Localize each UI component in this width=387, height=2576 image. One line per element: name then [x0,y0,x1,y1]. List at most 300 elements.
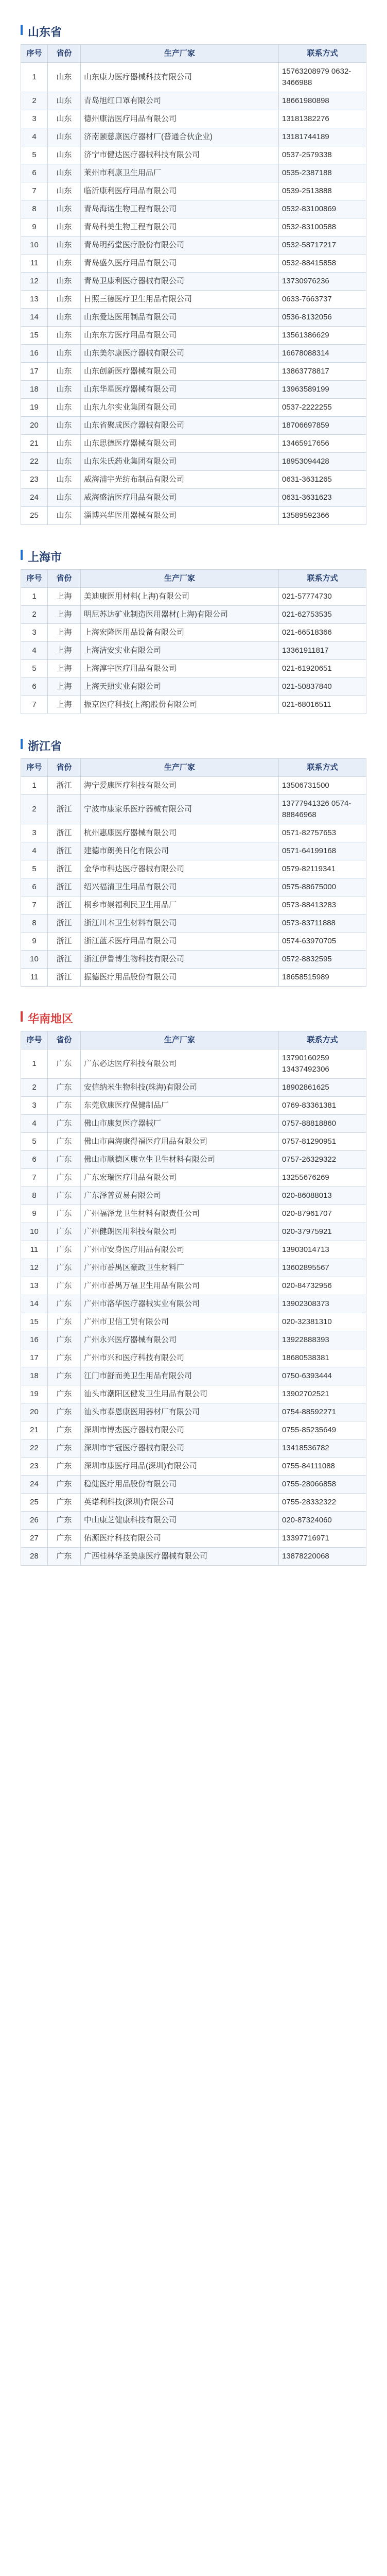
cell-maker: 上海宏隆医用品设备有限公司 [81,624,279,642]
cell-no: 10 [21,951,48,969]
cell-no: 8 [21,200,48,218]
cell-contact: 0769-83361381 [279,1097,366,1115]
cell-no: 21 [21,435,48,453]
cell-contact: 0574-63970705 [279,933,366,951]
cell-province: 山东 [48,363,81,381]
cell-contact: 0757-88818860 [279,1115,366,1133]
cell-contact: 0532-88415858 [279,255,366,273]
cell-contact: 13902702521 [279,1385,366,1403]
cell-maker: 山东华星医疗器械有限公司 [81,381,279,399]
table-row [21,218,366,236]
cell-maker: 振京医疗科技(上海)股份有限公司 [81,696,279,714]
cell-maker: 山东创新医疗器械有限公司 [81,363,279,381]
cell-maker: 济南颐慈康医疗器材厂(普通合伙企业) [81,128,279,146]
cell-contact: 0631-3631623 [279,489,366,507]
cell-maker: 广东宏瑞医疗用品有限公司 [81,1169,279,1187]
cell-maker: 淄博兴华医用器械有限公司 [81,507,279,525]
table-row [21,110,366,128]
table-row [21,471,366,489]
cell-no: 18 [21,1367,48,1385]
cell-no: 23 [21,471,48,489]
cell-contact: 021-50837840 [279,678,366,696]
cell-no: 1 [21,588,48,606]
table-row [21,182,366,200]
cell-maker: 宁波市康家乐医疗器械有限公司 [81,795,279,824]
cell-province: 广东 [48,1049,81,1079]
cell-maker: 广州永兴医疗器械有限公司 [81,1331,279,1349]
cell-no: 5 [21,860,48,878]
table-row [21,1313,366,1331]
cell-no: 15 [21,327,48,345]
cell-maker: 山东东方医疗用品有限公司 [81,327,279,345]
cell-maker: 振德医疗用品股份有限公司 [81,969,279,987]
manufacturer-table [21,758,366,987]
cell-province: 山东 [48,110,81,128]
cell-province: 广东 [48,1530,81,1548]
cell-contact: 020-32381310 [279,1313,366,1331]
cell-no: 7 [21,896,48,914]
cell-contact: 18953094428 [279,453,366,471]
cell-maker: 广西桂林华圣美康医疗器械有限公司 [81,1548,279,1566]
cell-no: 22 [21,453,48,471]
cell-no: 1 [21,777,48,795]
cell-maker: 广州市兴和医疗科技有限公司 [81,1349,279,1367]
cell-contact: 0532-83100869 [279,200,366,218]
cell-no: 12 [21,1259,48,1277]
cell-contact: 021-62753535 [279,606,366,624]
cell-province: 上海 [48,678,81,696]
cell-province: 广东 [48,1548,81,1566]
cell-maker: 汕头市泰恩康医用器材厂有限公司 [81,1403,279,1421]
cell-contact: 15763208979 0632-3466988 [279,63,366,92]
cell-no: 6 [21,678,48,696]
table-header-row [21,45,366,63]
cell-contact: 0573-83711888 [279,914,366,933]
cell-maker: 稳健医疗用品股份有限公司 [81,1476,279,1494]
cell-maker: 江门市舒而美卫生用品有限公司 [81,1367,279,1385]
cell-province: 广东 [48,1205,81,1223]
cell-contact: 020-86088013 [279,1187,366,1205]
table-header-row [21,570,366,588]
cell-province: 浙江 [48,896,81,914]
cell-maker: 青岛明药堂医疗股份有限公司 [81,236,279,255]
cell-province: 广东 [48,1439,81,1458]
table-row [21,1133,366,1151]
cell-maker: 上海淳宇医疗用品有限公司 [81,660,279,678]
table-header-row [21,1031,366,1049]
table-row [21,951,366,969]
cell-no: 6 [21,164,48,182]
header-maker: 生产厂家 [81,1031,279,1049]
cell-province: 山东 [48,236,81,255]
cell-contact: 020-84732956 [279,1277,366,1295]
cell-contact: 18661980898 [279,92,366,110]
table-row [21,435,366,453]
cell-contact: 13561386629 [279,327,366,345]
cell-contact: 0571-82757653 [279,824,366,842]
cell-maker: 汕头市潮阳区健发卫生用品有限公司 [81,1385,279,1403]
cell-province: 山东 [48,345,81,363]
table-row [21,1115,366,1133]
cell-contact: 0750-6393444 [279,1367,366,1385]
table-row [21,1205,366,1223]
table-row [21,164,366,182]
cell-no: 4 [21,128,48,146]
cell-maker: 佛山市顺德区康立生卫生材料有限公司 [81,1151,279,1169]
cell-contact: 0755-28332322 [279,1494,366,1512]
cell-contact: 0536-8132056 [279,309,366,327]
cell-contact: 0532-83100588 [279,218,366,236]
header-no: 序号 [21,759,48,777]
cell-no: 9 [21,933,48,951]
table-row [21,417,366,435]
cell-no: 16 [21,345,48,363]
cell-no: 2 [21,1079,48,1097]
cell-province: 山东 [48,128,81,146]
cell-province: 山东 [48,471,81,489]
table-row [21,1548,366,1566]
cell-contact: 0535-2387188 [279,164,366,182]
cell-contact: 0755-28066858 [279,1476,366,1494]
cell-province: 广东 [48,1241,81,1259]
cell-contact: 13397716971 [279,1530,366,1548]
cell-maker: 深圳市康医疗用品(深圳)有限公司 [81,1458,279,1476]
table-header-row [21,759,366,777]
cell-province: 广东 [48,1349,81,1367]
cell-maker: 青岛旭红口罩有限公司 [81,92,279,110]
cell-contact: 0633-7663737 [279,291,366,309]
cell-maker: 佛山市康复医疗器械厂 [81,1115,279,1133]
cell-contact: 13730976236 [279,273,366,291]
cell-maker: 上海洁安实业有限公司 [81,642,279,660]
cell-province: 广东 [48,1331,81,1349]
section-header [21,1007,366,1026]
table-row [21,1458,366,1476]
cell-province: 山东 [48,255,81,273]
cell-maker: 山东九尔实业集团有限公司 [81,399,279,417]
section-title: 浙江省 [28,740,62,753]
table-row [21,969,366,987]
cell-maker: 东莞欣康医疗保健制品厂 [81,1097,279,1115]
table-row [21,255,366,273]
cell-maker: 金华市科达医疗器械有限公司 [81,860,279,878]
cell-maker: 安信纳米生物科技(珠海)有限公司 [81,1079,279,1097]
cell-no: 9 [21,218,48,236]
table-row [21,1079,366,1097]
table-row [21,860,366,878]
cell-province: 山东 [48,146,81,164]
cell-contact: 18902861625 [279,1079,366,1097]
cell-no: 5 [21,660,48,678]
cell-province: 广东 [48,1385,81,1403]
cell-province: 广东 [48,1187,81,1205]
cell-province: 山东 [48,327,81,345]
table-row [21,896,366,914]
cell-no: 2 [21,795,48,824]
cell-contact: 0631-3631265 [279,471,366,489]
cell-maker: 青岛科美生物工程有限公司 [81,218,279,236]
cell-no: 4 [21,642,48,660]
cell-province: 山东 [48,92,81,110]
cell-province: 山东 [48,164,81,182]
section-accent-bar [21,550,23,560]
cell-province: 上海 [48,660,81,678]
table-row [21,1097,366,1115]
cell-province: 浙江 [48,842,81,860]
cell-maker: 深圳市博杰医疗器械有限公司 [81,1421,279,1439]
cell-contact: 13418536782 [279,1439,366,1458]
cell-maker: 广州市番禺区豪政卫生材料厂 [81,1259,279,1277]
cell-contact: 0579-82119341 [279,860,366,878]
cell-province: 浙江 [48,951,81,969]
cell-no: 12 [21,273,48,291]
table-row [21,795,366,824]
cell-maker: 浙江伊鲁博生物科技有限公司 [81,951,279,969]
cell-province: 山东 [48,417,81,435]
sections-container [21,21,366,1566]
cell-no: 14 [21,1295,48,1313]
table-row [21,507,366,525]
cell-contact: 0537-2579338 [279,146,366,164]
cell-contact: 18658515989 [279,969,366,987]
cell-contact: 020-87324060 [279,1512,366,1530]
header-contact: 联系方式 [279,45,366,63]
header-province: 省份 [48,45,81,63]
table-row [21,1259,366,1277]
section-accent-bar [21,25,23,35]
cell-no: 15 [21,1313,48,1331]
cell-province: 上海 [48,696,81,714]
cell-no: 4 [21,1115,48,1133]
cell-maker: 广东必达医疗科技有限公司 [81,1049,279,1079]
cell-maker: 山东省聚成医疗器械有限公司 [81,417,279,435]
header-maker: 生产厂家 [81,759,279,777]
header-no: 序号 [21,570,48,588]
table-row [21,1494,366,1512]
section-title: 山东省 [28,26,62,39]
cell-maker: 山东朱氏药业集团有限公司 [81,453,279,471]
cell-province: 山东 [48,200,81,218]
section-header [21,21,366,39]
table-row [21,588,366,606]
cell-province: 山东 [48,435,81,453]
cell-no: 13 [21,1277,48,1295]
cell-contact: 13902308373 [279,1295,366,1313]
table-row [21,200,366,218]
cell-maker: 德州康洁医疗用品有限公司 [81,110,279,128]
cell-maker: 临沂康利医疗用品有限公司 [81,182,279,200]
cell-no: 11 [21,255,48,273]
cell-province: 山东 [48,273,81,291]
cell-province: 上海 [48,624,81,642]
cell-no: 8 [21,914,48,933]
cell-maker: 青岛卫康利医疗器械有限公司 [81,273,279,291]
cell-contact: 13790160259 13437492306 [279,1049,366,1079]
table-row [21,660,366,678]
table-row [21,1439,366,1458]
header-maker: 生产厂家 [81,45,279,63]
cell-province: 浙江 [48,933,81,951]
cell-province: 山东 [48,291,81,309]
cell-no: 20 [21,417,48,435]
cell-province: 广东 [48,1133,81,1151]
cell-province: 上海 [48,588,81,606]
cell-contact: 021-61920651 [279,660,366,678]
cell-province: 山东 [48,507,81,525]
cell-maker: 桐乡市崇福利民卫生用品厂 [81,896,279,914]
table-row [21,1295,366,1313]
cell-no: 16 [21,1331,48,1349]
cell-no: 14 [21,309,48,327]
cell-contact: 021-68016511 [279,696,366,714]
section-header [21,546,366,564]
section-title: 华南地区 [28,1012,74,1025]
section-title: 上海市 [28,551,62,564]
cell-maker: 广东泽普贸易有限公司 [81,1187,279,1205]
cell-province: 浙江 [48,914,81,933]
cell-no: 3 [21,824,48,842]
cell-province: 广东 [48,1512,81,1530]
cell-province: 广东 [48,1223,81,1241]
cell-province: 广东 [48,1367,81,1385]
table-row [21,1331,366,1349]
cell-contact: 18680538381 [279,1349,366,1367]
cell-maker: 山东美尔康医疗器械有限公司 [81,345,279,363]
cell-province: 广东 [48,1313,81,1331]
section-accent-bar [21,1011,23,1022]
cell-province: 上海 [48,606,81,624]
cell-province: 广东 [48,1151,81,1169]
cell-contact: 0573-88413283 [279,896,366,914]
cell-province: 浙江 [48,795,81,824]
cell-no: 11 [21,1241,48,1259]
table-row [21,1151,366,1169]
cell-contact: 13922888393 [279,1331,366,1349]
cell-maker: 海宁爱康医疗科技有限公司 [81,777,279,795]
cell-contact: 13255676269 [279,1169,366,1187]
cell-province: 山东 [48,399,81,417]
table-row [21,933,366,951]
cell-province: 浙江 [48,777,81,795]
cell-no: 3 [21,1097,48,1115]
cell-province: 山东 [48,182,81,200]
header-contact: 联系方式 [279,759,366,777]
cell-province: 广东 [48,1295,81,1313]
table-row [21,327,366,345]
cell-no: 27 [21,1530,48,1548]
cell-province: 广东 [48,1259,81,1277]
cell-no: 20 [21,1403,48,1421]
cell-no: 13 [21,291,48,309]
table-row [21,92,366,110]
cell-contact: 0571-64199168 [279,842,366,860]
cell-province: 广东 [48,1169,81,1187]
table-row [21,1403,366,1421]
cell-contact: 13963589199 [279,381,366,399]
cell-contact: 0539-2513888 [279,182,366,200]
header-contact: 联系方式 [279,570,366,588]
table-row [21,1187,366,1205]
table-row [21,1512,366,1530]
table-row [21,1476,366,1494]
cell-contact: 13903014713 [279,1241,366,1259]
cell-contact: 0572-8832595 [279,951,366,969]
cell-maker: 深圳市宇冠医疗器械有限公司 [81,1439,279,1458]
table-row [21,606,366,624]
manufacturer-table [21,569,366,714]
cell-maker: 浙江蓝禾医疗用品有限公司 [81,933,279,951]
cell-maker: 广州市洛华医疗器械实业有限公司 [81,1295,279,1313]
cell-no: 9 [21,1205,48,1223]
table-row [21,489,366,507]
table-row [21,399,366,417]
header-province: 省份 [48,1031,81,1049]
table-row [21,381,366,399]
cell-contact: 021-66518366 [279,624,366,642]
header-maker: 生产厂家 [81,570,279,588]
cell-no: 6 [21,878,48,896]
table-row [21,1169,366,1187]
header-no: 序号 [21,1031,48,1049]
cell-no: 11 [21,969,48,987]
cell-province: 广东 [48,1115,81,1133]
header-province: 省份 [48,759,81,777]
cell-province: 广东 [48,1421,81,1439]
cell-maker: 日照三德医疗卫生用品有限公司 [81,291,279,309]
cell-maker: 英诺利科技(深圳)有限公司 [81,1494,279,1512]
manufacturer-table [21,44,366,525]
table-row [21,624,366,642]
cell-maker: 绍兴福清卫生用品有限公司 [81,878,279,896]
cell-no: 7 [21,182,48,200]
header-contact: 联系方式 [279,1031,366,1049]
table-row [21,878,366,896]
cell-no: 3 [21,110,48,128]
table-row [21,824,366,842]
cell-province: 广东 [48,1458,81,1476]
table-row [21,63,366,92]
cell-no: 23 [21,1458,48,1476]
cell-maker: 广州市卫信工贸有限公司 [81,1313,279,1331]
cell-no: 17 [21,1349,48,1367]
cell-province: 山东 [48,489,81,507]
cell-no: 21 [21,1421,48,1439]
cell-contact: 020-37975921 [279,1223,366,1241]
cell-maker: 青岛盛久医疗用品有限公司 [81,255,279,273]
cell-province: 浙江 [48,969,81,987]
cell-no: 7 [21,696,48,714]
cell-no: 3 [21,624,48,642]
cell-contact: 0755-84111088 [279,1458,366,1476]
table-row [21,1367,366,1385]
table-row [21,146,366,164]
cell-contact: 0757-81290951 [279,1133,366,1151]
cell-no: 19 [21,399,48,417]
cell-province: 浙江 [48,824,81,842]
cell-maker: 广州健朗医用科技有限公司 [81,1223,279,1241]
table-row [21,236,366,255]
cell-contact: 13863778817 [279,363,366,381]
cell-maker: 山东康力医疗器械科技有限公司 [81,63,279,92]
manufacturer-table [21,1031,366,1566]
cell-province: 广东 [48,1494,81,1512]
cell-maker: 青岛海诺生物工程有限公司 [81,200,279,218]
cell-maker: 广州市安身医疗用品有限公司 [81,1241,279,1259]
cell-no: 17 [21,363,48,381]
cell-maker: 广州福泽龙卫生材料有限责任公司 [81,1205,279,1223]
cell-province: 山东 [48,453,81,471]
table-row [21,1049,366,1079]
